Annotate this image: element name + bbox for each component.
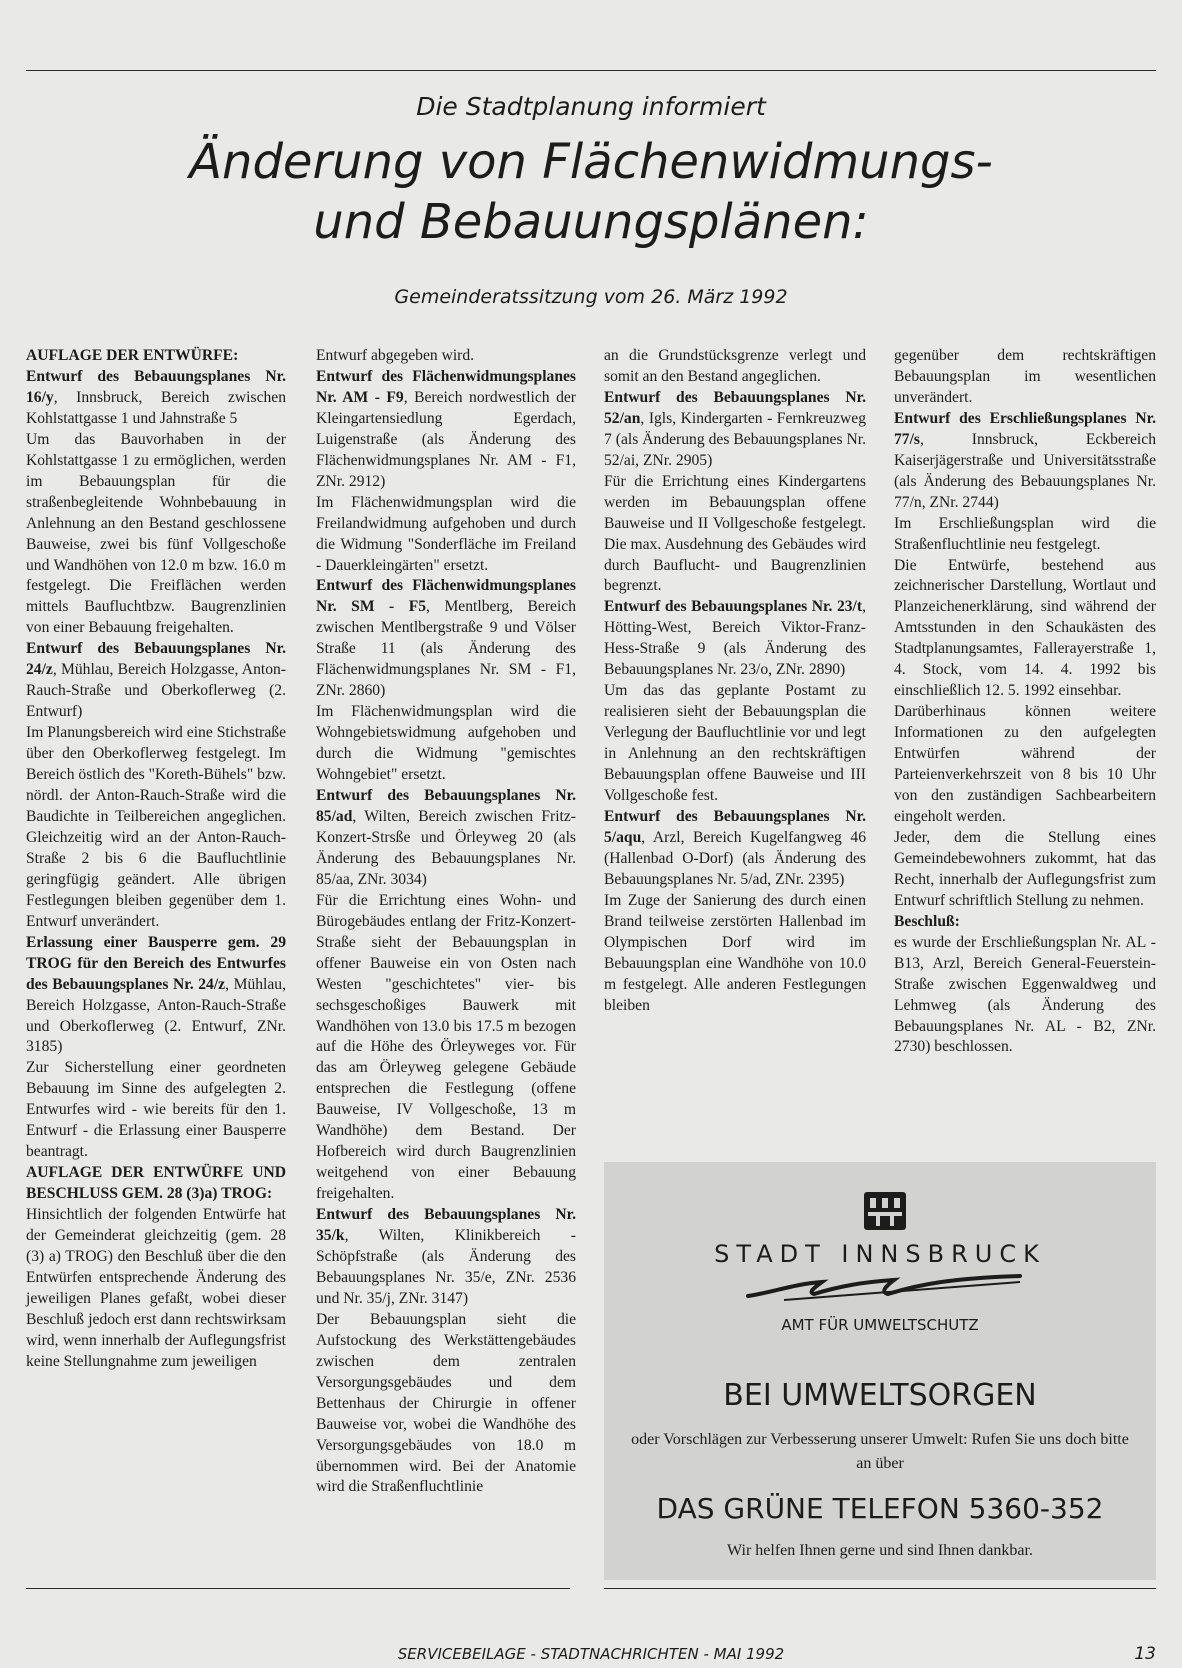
ad-brand: STADT INNSBRUCK [714,1240,1046,1268]
plan-entry-details: , Hötting-West, Bereich Viktor-Franz-Hess-Straße 9 (als Änderung des Bebauungsplanes Nr. 23/o, ZNr. 2890) [604,598,866,679]
plan-entry-details: , Igls, Kindergarten - Fernkreuzweg 7 (als Änderung des Bebauungsplanes Nr. 52/ai, ZNr. 2905) [604,409,866,469]
plan-entry [604,597,866,681]
paragraph: Für die Errichtung eines Kindergartens werden im Bebauungsplan offene Bauweise und II Vollgeschoße festgelegt. Die max. Ausdehnung des Gebäudes wird durch Bauflucht- und Baugrenzlinien begrenzt. [604,472,866,595]
paragraph: Um das das geplante Postamt zu realisieren sieht der Bebauungsplan die Verlegung der Baufluchtlinie vor und legt in Anlehnung an den rechtskräftigen Bebauungsplan offene Bauweise und III Vollgeschoße fest. [604,682,866,805]
plan-entry [26,367,286,430]
plan-entry-title: Entwurf des Flächenwidmungsplanes Nr. AM - F9 [316,367,576,406]
page-footer: SERVICEBEILAGE - STADTNACHRICHTEN - MAI 1992 [397,1645,785,1663]
plan-entry-details: , Mentlberg, Bereich zwischen Mentlbergstraße 9 und Völser Straße 11 (als Änderung des Flächenwidmungsplanes Nr. SM - F1, ZNr. 2860) [316,598,576,700]
text-column-2 [316,346,576,1498]
city-crest-icon [862,1188,908,1232]
plan-entry-title: Entwurf des Bebauungsplanes Nr. 85/ad [316,787,576,825]
ad-department: AMT FÜR UMWELTSCHUTZ [781,1316,979,1334]
section-heading: AUFLAGE DER ENTWÜRFE: [26,347,239,364]
bottom-rule-right [604,1588,1156,1589]
paragraph: Die Entwürfe, bestehend aus zeichnerischer Darstellung, Wortlaut und Planzeichenerklärung, sind während der Amtsstunden in den Schaukästen des Stadtplanungsamtes, Fallerayerstraße 1, 4. Stock, vom 14. 4. 1992 bis einschließlich 12. 5. 1992 einsehbar. [894,556,1156,700]
plan-entry-details: , Mühlau, Bereich Holzgasse, Anton-Rauch-Straße und Oberkoflerweg (2. Entwurf) [26,661,286,721]
page-subtitle: Gemeinderatssitzung vom 26. März 1992 [394,286,788,308]
plan-entry [316,786,576,891]
plan-entry-title: Erlassung einer Bausperre gem. 29 TROG für den Bereich des Entwurfes des Bebauungsplanes Nr. 24/z [26,933,286,993]
text-column-3 [604,346,866,1017]
title-line-2: und Bebauungsplänen: [313,194,869,250]
paragraph: gegenüber dem rechtskräftigen Bebauungsplan im wesentlichen unverändert. [894,347,1156,406]
paragraph: Im Zuge der Sanierung des durch einen Brand teilweise zerstörten Hallenbad im Olympischen Dorf wird im Bebauungsplan eine Wandhöhe von 10.0 m festgelegt. Alle anderen Festlegungen bleiben [604,891,866,1014]
plan-entry [604,807,866,891]
plan-entry-details: , Mühlau, Bereich Holzgasse, Anton-Rauch-Straße und Oberkoflerweg (2. Entwurf, ZNr. 3185) [26,975,286,1056]
paragraph: Im Planungsbereich wird eine Stichstraße über den Oberkoflerweg festgelegt. Im Bereich östlich des "Koreth-Bühels" bzw. nördl. der Anton-Rauch-Straße wird die Baudichte in Teilbereichen angeglichen. Gleichzeitig wird an der Anton-Rauch-Straße 2 bis 6 die Baufluchtlinie geringfügig geändert. Alle übrigen Festlegungen bleiben gegenüber dem 1. Entwurf unverändert. [26,724,286,930]
plan-entry [26,933,286,1059]
ad-headline: BEI UMWELTSORGEN [723,1378,1037,1413]
text-column-4 [894,346,1156,1058]
bridge-logo-icon [744,1270,1024,1306]
paragraph: es wurde der Erschließungsplan Nr. AL - B13, Arzl, Bereich General-Feuerstein-Straße zwischen Eggenwaldweg und Lehmweg (als Änderung des Bebauungsplanes Nr. AL - B2, ZNr. 2730) beschlossen. [894,933,1156,1056]
plan-entry [316,1205,576,1310]
plan-entry-details: , Bereich nordwestlich der Kleingartensiedlung Egerdach, Luigenstraße (als Änderung des Flächenwidmungsplanes Nr. AM - F1, ZNr. 2912) [316,388,576,490]
plan-entry-details: , Wilten, Klinikbereich - Schöpfstraße (als Änderung des Bebauungsplanes Nr. 35/e, ZNr. 2536 und Nr. 35/j, ZNr. 3147) [316,1227,576,1307]
plan-entry-title: Entwurf des Flächenwidmungsplanes Nr. SM - F5 [316,577,576,616]
plan-entry-title: Entwurf des Bebauungsplanes Nr. 5/aqu [604,807,866,846]
plan-entry-details: , Innsbruck, Eckbereich Kaiserjägerstraße und Universitätsstraße (als Änderung des Bebauungsplanes Nr. 77/n, ZNr. 2744) [894,430,1156,511]
paragraph: Im Erschließungsplan wird die Straßenfluchtlinie neu festgelegt. [894,514,1156,553]
title-line-1: Änderung von Flächenwidmungs- [189,134,993,190]
page-number: 13 [1134,1644,1156,1664]
plan-entry [604,388,866,472]
text-column-1 [26,346,286,1373]
paragraph: Im Flächenwidmungsplan wird die Freilandwidmung aufgehoben und durch die Widmung "Sonderfläche im Freiland - Dauerkleingärten" ersetzt. [316,493,576,574]
paragraph: an die Grundstücksgrenze verlegt und somit an den Bestand angeglichen. [604,347,866,385]
plan-entry [894,409,1156,514]
plan-entry-details: , Wilten, Bereich zwischen Fritz-Konzert-Strsße und Örleyweg 20 (als Änderung des Bebauungsplanes Nr. 85/aa, ZNr. 3034) [316,807,576,888]
top-rule [26,70,1156,71]
bottom-rule-left [26,1588,570,1589]
paragraph: Für die Errichtung eines Wohn- und Bürogebäudes entlang der Fritz-Konzert-Straße sieht der Bebauungsplan in offener Bauweise ein von Osten nach Westen "geschichtetes" vier- bis sechsgeschoßiges Bauwerk mit Wandhöhen von 13.0 bis 17.5 m bezogen auf die Höhe des Örleyweges vor. Für das am Örleyweg gelegene Gebäude entsprechen die Festlegung (offene Bauweise, IV Vollgeschoße, 13 m Wandhöhe) dem Bestand. Der Hofbereich wird durch Baugrenzlinien weitgehend von einer Bebauung freigehalten. [316,891,576,1203]
section-heading: Beschluß: [894,912,960,930]
paragraph: Entwurf abgegeben wird. [316,347,475,364]
plan-entry-title: Entwurf des Erschließungsplanes Nr. 77/s [894,409,1156,448]
paragraph: Jeder, dem die Stellung eines Gemeindebewohners zukommt, hat das Recht, innerhalb der Auflegungsfrist zum Entwurf schriftlich Stellung zu nehmen. [894,828,1156,909]
plan-entry-title: Entwurf des Bebauungsplanes Nr. 23/t [604,598,863,616]
paragraph: Hinsichtlich der folgenden Entwürfe hat der Gemeinderat gleichzeitig (gem. 28 (3) a) TROG) den Beschluß über die den Entwürfen entsprechende Änderung des jeweiligen Planes gefaßt, wobei dieser Beschluß jedoch erst dann rechtswirksam wird, wenn innerhalb der Auflegungsfrist keine Stellungnahme zum jeweiligen [26,1206,286,1370]
paragraph: Um das Bauvorhaben in der Kohlstattgasse 1 zu ermöglichen, werden im Bebauungsplan für die straßenbegleitende Wohnbebauung in Anlehnung an den Bestand geschlossene Bauweise, zwei bis fünf Vollgeschoße und Wandhöhen von 12.0 m bzw. 16.0 m festgelegt. Die Freiflächen werden mittels Baufluchtbzw. Baugrenzlinien von einer Bebauung freigehalten. [26,430,286,637]
plan-entry-title: Entwurf des Bebauungsplanes Nr. 35/k [316,1206,576,1245]
plan-entry-title: Entwurf des Bebauungsplanes Nr. 24/z [26,640,286,679]
paragraph: Zur Sicherstellung einer geordneten Bebauung im Sinne des aufgelegten 2. Entwurfes wird - wie bereits für den 1. Entwurf - die Erlassung einer Bausperre beantragt. [26,1059,286,1161]
page-title [0,132,1182,252]
advertisement-box [604,1162,1156,1580]
ad-body: oder Vorschlägen zur Verbesserung unserer Umwelt: Rufen Sie uns doch bitte an über [631,1431,1129,1472]
ad-phone: DAS GRÜNE TELEFON 5360-352 [656,1492,1104,1525]
plan-entry [316,367,576,493]
ad-footer: Wir helfen Ihnen gerne und sind Ihnen dankbar. [727,1542,1033,1559]
section-kicker: Die Stadtplanung informiert [416,92,766,121]
plan-entry [26,639,286,723]
paragraph: Darüberhinaus können weitere Informationen zu den aufgelegten Entwürfen während der Parteienverkehrszeit von 8 bis 10 Uhr von den zuständigen Sachbearbeitern eingeholt werden. [894,703,1156,825]
plan-entry-details: , Arzl, Bereich Kugelfangweg 46 (Hallenbad O-Dorf) (als Änderung des Bebauungsplanes Nr. 5/ad, ZNr. 2395) [604,828,866,888]
paragraph: Im Flächenwidmungsplan wird die Wohngebietswidmung aufgehoben und durch die Widmung "gemischtes Wohngebiet" ersetzt. [316,703,576,784]
plan-entry-details: , Innsbruck, Bereich zwischen Kohlstattgasse 1 und Jahnstraße 5 [26,388,286,427]
paragraph: Der Bebauungsplan sieht die Aufstockung des Werkstättengebäudes zwischen dem zentralen Versorgungsgebäudes und dem Bettenhaus der Chirurgie in offener Bauweise vor, wobei die Wandhöhe des Versorgungsgebäudes von 18.0 m übernommen wird. Bei der Anatomie wird die Straßenfluchtlinie [316,1310,576,1496]
plan-entry-title: Entwurf des Bebauungsplanes Nr. 16/y [26,367,286,406]
plan-entry [316,576,576,702]
section-heading: AUFLAGE DER ENTWÜRFE UND BESCHLUSS GEM. 28 (3)a) TROG: [26,1164,286,1203]
plan-entry-title: Entwurf des Bebauungsplanes Nr. 52/an [604,388,866,427]
